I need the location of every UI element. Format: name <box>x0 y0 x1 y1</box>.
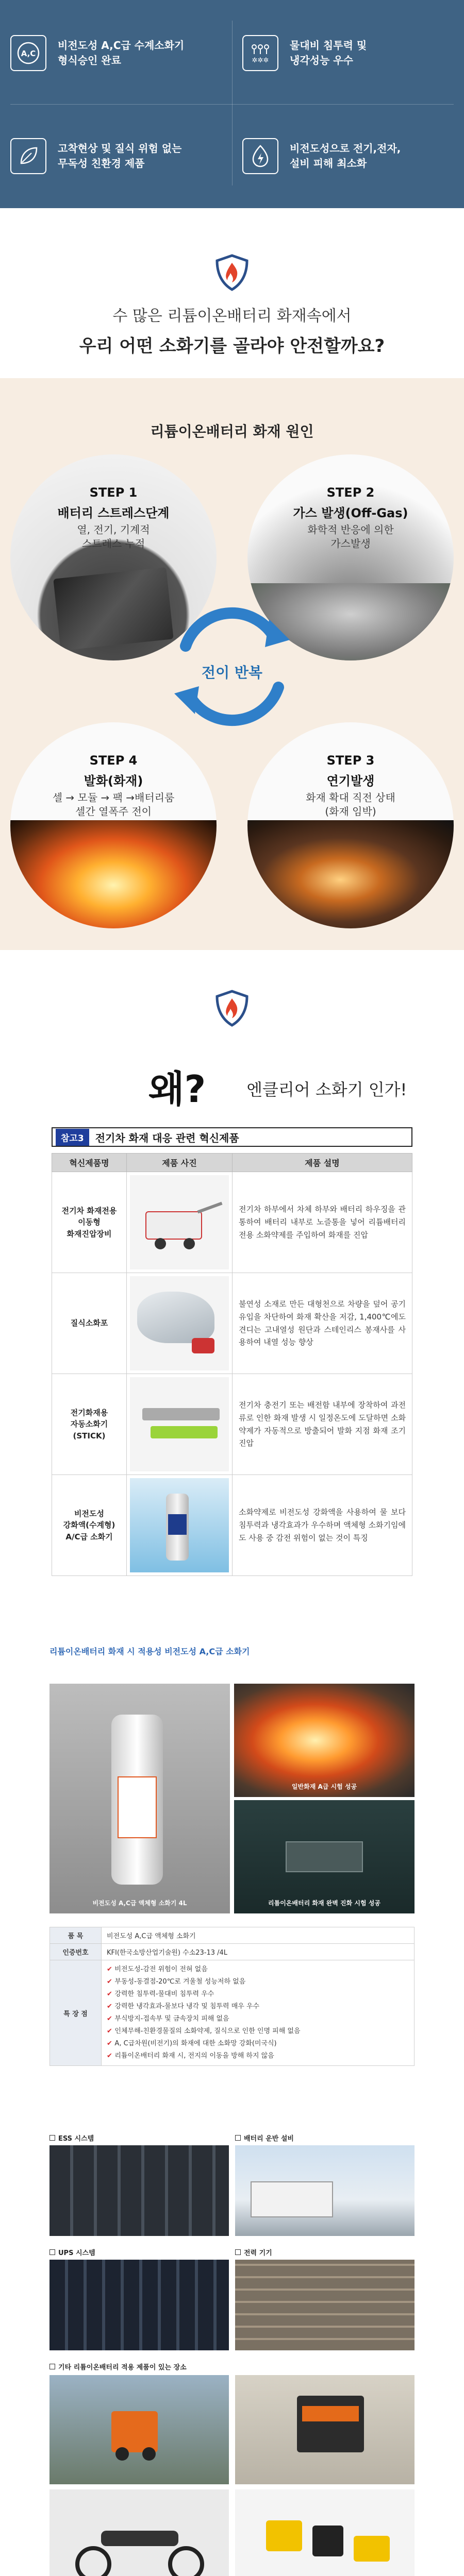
electric-forklift-image <box>49 2375 229 2484</box>
column-header: 제품 사진 <box>127 1154 233 1172</box>
use-case-label: UPS 시스템 <box>58 2249 95 2257</box>
use-case-transport <box>235 2133 294 2143</box>
list-item: ✔ 강력한 냉각효과-물보다 냉각 및 침투력 매우 우수 <box>107 2001 409 2013</box>
product-name: 질식소화포 <box>52 1273 127 1374</box>
product-photos <box>49 1684 415 1913</box>
checkbox-icon <box>235 2249 241 2255</box>
reference-tag: 참고3 <box>56 1129 89 1146</box>
shield-logo-icon <box>214 253 250 292</box>
step-desc: 셀 → 모듈 → 팩 →배터리룸 셀간 열폭주 전이 <box>52 791 175 818</box>
reference-title: 전기차 화재 대응 관련 혁신제품 <box>95 1131 239 1144</box>
power-tools-image <box>235 2489 415 2576</box>
product-section-title: 리튬이온배터리 화재 시 적용성 비전도성 A,C급 소화기 <box>49 1647 250 1656</box>
portable-power-image <box>235 2375 415 2484</box>
photo-caption: 일반화재 A급 시험 성공 <box>291 1783 357 1790</box>
use-case-label: 기타 리튬이온배터리 적용 제품이 있는 장소 <box>58 2364 187 2371</box>
product-name: 전기차 화재전용 이동형 화재진압장비 <box>52 1172 127 1273</box>
use-case-label: ESS 시스템 <box>58 2135 94 2143</box>
step-title: 연기발생 <box>326 774 375 788</box>
checkbox-icon <box>49 2364 55 2369</box>
product-name: 전기화재용 자동소화기 (STICK) <box>52 1374 127 1475</box>
use-case-ups <box>49 2247 95 2257</box>
fire-suppression-cart-image <box>130 1175 229 1269</box>
list-item: ✔ 부동성-동결점-20℃로 겨울철 성능저하 없음 <box>107 1976 409 1988</box>
battery-fire-test-photo <box>234 1800 415 1913</box>
snowflake-cooling-icon <box>242 35 278 71</box>
product-name: 비전도성 강화액(수계형) A/C급 소화기 <box>52 1475 127 1576</box>
shield-logo-icon <box>214 989 250 1027</box>
cycle-label: 전이 반복 <box>202 664 262 681</box>
section-title: 리튬이온배터리 화재 원인 <box>150 423 314 440</box>
fire-blanket-image <box>130 1276 229 1370</box>
intro-line-2: 우리 어떤 소화기를 골라야 안전할까요? <box>79 336 385 357</box>
use-case-power <box>235 2247 272 2257</box>
feature-item <box>10 123 237 190</box>
intro-section <box>0 208 464 378</box>
innovation-reference <box>52 1127 412 1576</box>
step-desc: 화재 확대 직전 상태 (화재 임박) <box>306 791 395 818</box>
svg-text:✲✲✲: ✲✲✲ <box>252 57 269 64</box>
reference-header <box>52 1127 412 1147</box>
battery-transport-image <box>235 2145 415 2236</box>
feature-text: 비전도성 A,C급 수계소화기 형식승인 완료 <box>58 39 185 66</box>
table-row <box>52 1475 412 1576</box>
column-header: 혁신제품명 <box>52 1154 127 1172</box>
eco-leaf-icon <box>10 138 46 174</box>
step-label: STEP 1 <box>89 485 138 500</box>
product-spec-table <box>49 1927 415 2066</box>
step-3-circle <box>247 722 454 928</box>
feature-list <box>107 1963 409 2062</box>
table-row <box>50 1944 415 1960</box>
feature-band <box>0 0 464 208</box>
list-item: ✔ 리튬이온배터리 화재 시, 전지의 이동을 방해 하지 않음 <box>107 2050 409 2062</box>
feature-item <box>242 20 464 87</box>
step-label: STEP 2 <box>326 485 375 500</box>
electric-bike-image <box>49 2489 229 2576</box>
list-item: ✔ 인체무해-친환경물질의 소화약제, 질식으로 인한 인명 피해 없음 <box>107 2025 409 2038</box>
step-title: 발화(화재) <box>84 774 143 788</box>
use-case-label: 전력 기기 <box>244 2249 272 2257</box>
product-desc: 전기차 충전기 또는 배전함 내부에 장착하여 과전류로 인한 화재 발생 시 일정온도에 도달하면 소화약제가 자동적으로 방출되어 발화 지점 화재 조기 진압 <box>233 1374 412 1475</box>
step-label: STEP 4 <box>89 753 138 768</box>
power-equipment-image <box>235 2260 415 2350</box>
table-row <box>50 1927 415 1944</box>
table-row <box>52 1273 412 1374</box>
step-desc: 열, 전기, 기계적 스트레스 누적 <box>77 523 150 550</box>
checkbox-icon <box>49 2249 55 2255</box>
step-label: STEP 3 <box>326 753 375 768</box>
step-4-circle <box>10 722 217 928</box>
photo-caption: 비전도성 A,C급 액체형 소화기 4L <box>92 1900 187 1907</box>
use-case-label: 배터리 운반 설비 <box>244 2135 294 2143</box>
ups-system-image <box>49 2260 229 2350</box>
extinguisher-photo <box>49 1684 230 1913</box>
step-title: 가스 발생(Off-Gas) <box>293 506 408 520</box>
why-section <box>0 950 464 1136</box>
why-heading: 왜? <box>148 1067 206 1111</box>
table-row <box>52 1172 412 1273</box>
product-desc: 전기차 하부에서 차체 하부와 배터리 하우징을 관통하여 배터리 내부로 노즐통을 넣어 리튬배터리 전용 소화약제를 주입하여 화재를 진압 <box>233 1172 412 1273</box>
photo-caption: 리튬이온배터리 화재 완벽 진화 시험 성공 <box>268 1900 380 1907</box>
column-header: 제품 설명 <box>233 1154 412 1172</box>
list-item: ✔ 비전도성-감전 위험이 전혀 없음 <box>107 1963 409 1976</box>
class-a-fire-test-photo <box>234 1684 415 1797</box>
product-desc: 불연성 소재로 만든 대형천으로 차량을 덮어 공기 유입을 차단하여 화재 확산을 저감, 1,400℃에도 견디는 고내열성 원단과 스테인리스 봉재사를 사용하여 내열 성능 향상 <box>233 1273 412 1374</box>
product-desc: 소화약제로 비전도성 강화액을 사용하여 물 보다 침투력과 냉각효과가 우수하며 액체형 소화기임에도 사용 중 감전 위험이 없는 것이 특징 <box>233 1475 412 1576</box>
spec-key: 인증번호 <box>50 1944 102 1960</box>
feature-item <box>242 123 464 190</box>
table-row <box>50 1960 415 2066</box>
extinguisher-splash-image <box>130 1478 229 1572</box>
smoke-burning-image <box>247 820 454 928</box>
spec-value: KFI(한국소방산업기술원) 수소23-13 /4L <box>102 1944 415 1960</box>
ignition-fire-image <box>10 820 217 928</box>
svg-text:A,C: A,C <box>21 49 36 58</box>
spec-key: 특 장 점 <box>50 1960 102 2066</box>
table-row <box>52 1374 412 1475</box>
list-item: ✔ A, C급차원(비전기)의 화재에 대한 소화망 강화(미국식) <box>107 2038 409 2050</box>
use-case-ess <box>49 2133 94 2143</box>
spec-key: 품 목 <box>50 1927 102 1944</box>
checkbox-icon <box>235 2135 241 2141</box>
electric-safe-icon <box>242 138 278 174</box>
ess-system-image <box>49 2145 229 2236</box>
feature-text: 비전도성으로 전기,전자, 설비 피해 최소화 <box>290 142 401 170</box>
list-item: ✔ 부식방지-접속부 및 금속장치 피해 없음 <box>107 2013 409 2025</box>
ac-class-icon <box>10 35 46 71</box>
step-title: 배터리 스트레스단계 <box>57 506 170 520</box>
checkbox-icon <box>49 2135 55 2141</box>
feature-text: 고착현상 및 질식 위험 없는 무독성 친환경 제품 <box>58 142 182 170</box>
list-item: ✔ 강력한 침투력-물대비 침투력 우수 <box>107 1988 409 2001</box>
spec-value: 비전도성 A,C급 액체형 소화기 <box>102 1927 415 1944</box>
step-desc: 화학적 반응에 의한 가스발생 <box>307 523 394 550</box>
divider <box>10 104 454 105</box>
innovation-table <box>52 1153 412 1576</box>
feature-item <box>10 20 237 87</box>
auto-extinguisher-stick-image <box>130 1377 229 1471</box>
intro-line-1: 수 많은 리튬이온배터리 화재속에서 <box>112 307 352 325</box>
why-subheading: 엔클리어 소화기 인가! <box>246 1080 407 1099</box>
fire-causes-section <box>0 378 464 950</box>
feature-text: 물대비 침투력 및 냉각성능 우수 <box>290 39 367 66</box>
use-case-other <box>49 2362 187 2371</box>
